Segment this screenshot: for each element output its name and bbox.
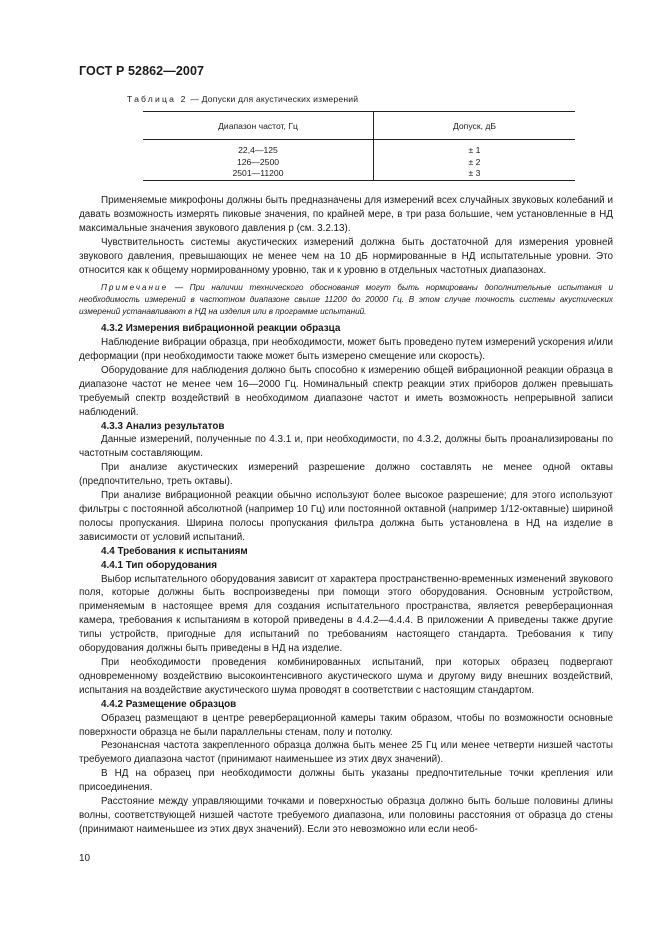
body-paragraph: Расстояние между управляющими точками и поверхностью образца должно быть больше половины длины волны, соответствующей низшей частоте требуемого диапазона, или половины расстояния от образца до стены (принимают наименьшее из этих двух значений). Если это невозможно или если необ- xyxy=(79,796,613,835)
note-text: — При наличии технического обоснования могут быть нормированы дополнительные испытания и необходимость измерений в частотном диапазоне свыше 11200 до 20000 Гц. В этом случае точность системы акустических измерений устанавливают в НД на изделия или в программе испытаний. xyxy=(79,283,613,316)
frequency-ranges-cell xyxy=(143,140,374,181)
section-heading: 4.3.3 Анализ результатов xyxy=(101,420,225,432)
tolerance-value: ± 3 xyxy=(468,168,481,178)
table-caption-text: — Допуски для акустических измерений xyxy=(187,94,359,104)
body-paragraph: При анализе вибрационной реакции обычно используют более высокое разрешение; для этого используют фильтры с постоянной абсолютной (например 10 Гц) или постоянной октавной (например 1/12-октавные) шириной полосы пропускания. Ширина полосы пропускания фильтра должна быть установлена в НД на изделие в зависимости от условий испытаний. xyxy=(79,490,613,543)
section-heading: 4.4 Требования к испытаниям xyxy=(101,545,248,557)
body-paragraph: Данные измерений, полученные по 4.3.1 и, при необходимости, по 4.3.2, должны быть проанализированы по частотным составляющим. xyxy=(79,434,613,460)
body-paragraph: Оборудование для наблюдения должно быть способно к измерению общей вибрационной реакции образца в диапазоне частот не менее чем 16—2000 Гц. Номинальный спектр реакции этих приборов должен превышать требуемый спектр воздействий в необходимом диапазоне частот и иметь возможность непрерывной записи наблюдений. xyxy=(79,364,613,418)
table-caption xyxy=(127,94,358,104)
tolerance-table xyxy=(143,111,575,181)
frequency-range: 22,4—125 xyxy=(238,145,278,155)
note-label: Примечание xyxy=(101,283,169,293)
table-header-row xyxy=(143,112,575,140)
body-paragraph: При анализе акустических измерений разрешение должно составлять не менее одной октавы (предпочтительно, треть октавы). xyxy=(79,462,613,488)
body-paragraph: Образец размещают в центре реверберационной камеры таким образом, чтобы по возможности основные поверхности образца не были параллельны стенам, полу и потолку. xyxy=(79,712,613,738)
note-paragraph xyxy=(79,282,613,317)
column-header-frequency: Диапазон частот, Гц xyxy=(143,112,374,140)
body-paragraph: Применяемые микрофоны должны быть предназначены для измерений всех случайных звуковых колебаний и давать возможность измерять пиковые значения, по крайней мере, в три раза большие, чем установленные в НД максимальные значения звукового давления p (см. 3.2.13). xyxy=(79,195,613,234)
tolerance-value: ± 1 xyxy=(468,145,481,155)
body-paragraph: Резонансная частота закрепленного образца должна быть менее 25 Гц или менее четверти низшей частоты требуемого диапазона частот (принимают наименьшее из этих двух значений). xyxy=(79,740,613,766)
page-number: 10 xyxy=(79,853,91,864)
body-paragraph: При необходимости проведения комбинированных испытаний, при которых образец подвергают одновременному воздействию высокоинтенсивного акустического шума и другому виду внешних воздействий, испытания на воздействие акустического шума проводят в соответствии с настоящим стандартом. xyxy=(79,656,613,696)
body-paragraph: В НД на образец при необходимости должны быть указаны предпочтительные точки крепления или присоединения. xyxy=(79,768,613,794)
frequency-range: 2501—11200 xyxy=(232,168,284,178)
table-caption-label: Таблица 2 xyxy=(127,94,188,104)
body-paragraph: Чувствительность системы акустических измерений должна быть достаточной для измерения уровней звукового давления, превышающих не менее чем на 10 дБ нормированные в НД испытательные уровни. Это относится как к общему нормированному уровню, так и к уровню в отдельных частотных диапазонах. xyxy=(79,236,613,276)
section-heading: 4.4.2 Размещение образцов xyxy=(101,698,237,710)
table-row xyxy=(143,140,575,181)
body-paragraph: Выбор испытательного оборудования зависит от характера пространственно-временных изменений звукового поля, которые должны быть воспроизведены при помощи этого оборудования. Основным устройством, применяемым в настоящее время для создания испытательного пространства, является реверберационная камера, требования к испытаниям в которой приведены в 4.4.2—4.4.4. В приложении А приведены также другие типы устройств, пригодные для испытаний по требованиям настоящего стандарта. Требования к типу оборудования должны быть приведены в НД на изделие. xyxy=(79,573,613,655)
body-text xyxy=(79,194,613,837)
section-heading: 4.4.1 Тип оборудования xyxy=(101,559,217,571)
frequency-range: 126—2500 xyxy=(236,156,280,167)
document-header: ГОСТ Р 52862—2007 xyxy=(79,64,205,78)
body-paragraph: Наблюдение вибрации образца, при необходимости, может быть проведено путем измерений ускорения и/или деформации (при необходимости также может быть измерено смещение или скорость). xyxy=(79,337,613,363)
section-heading: 4.3.2 Измерения вибрационной реакции образца xyxy=(101,323,341,335)
tolerance-value: ± 2 xyxy=(468,156,481,167)
tolerance-values-cell xyxy=(374,140,576,181)
column-header-tolerance: Допуск, дБ xyxy=(374,112,576,140)
